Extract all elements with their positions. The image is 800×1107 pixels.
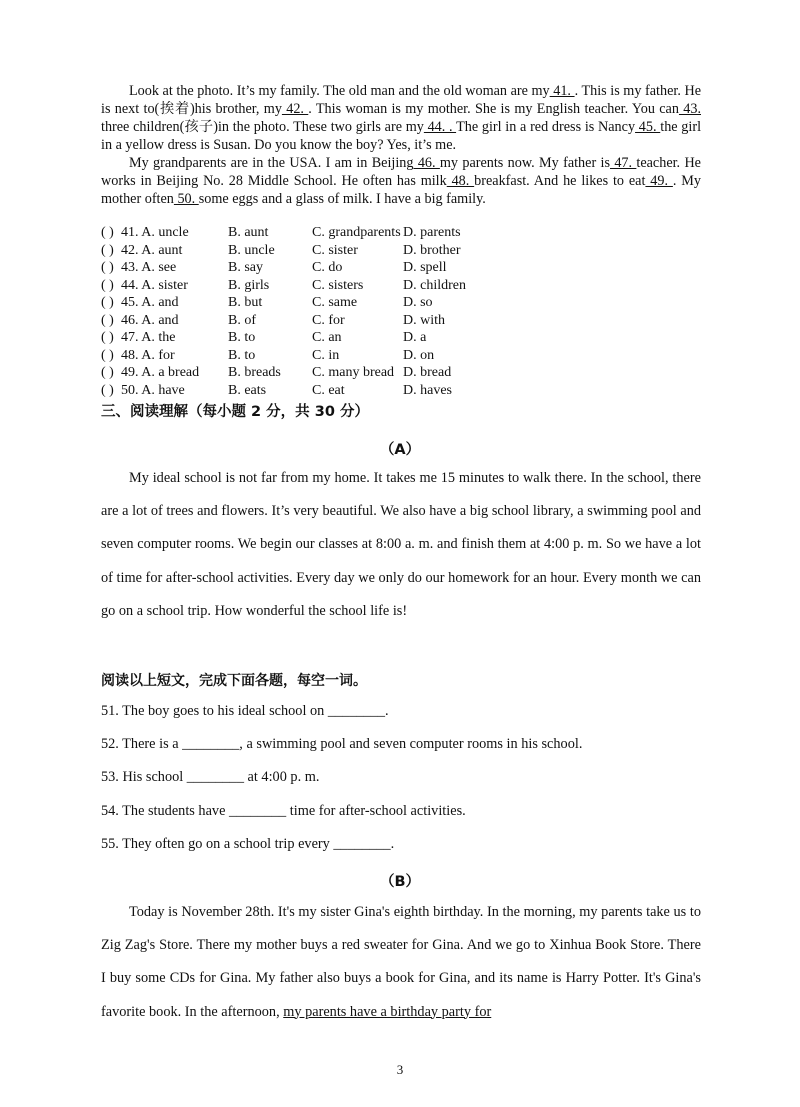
option-a: 49. A. a bread — [121, 365, 200, 380]
option-d: D. spell — [403, 260, 447, 275]
question-55: 55. They often go on a school trip every ________. — [101, 836, 395, 852]
question-52: 52. There is a ________, a swimming pool and seven computer rooms in his school. — [101, 736, 583, 752]
option-d: D. so — [403, 295, 433, 310]
cloze-text: . This is my father. He is next to(挨着)his brother, my — [101, 83, 701, 117]
page-number: 3 — [396, 1062, 404, 1077]
cloze-blank: 47. — [609, 155, 637, 171]
answer-bracket: ( ) — [101, 295, 114, 310]
cloze-text: Look at the photo. It’s my family. The old man and the old woman are my — [129, 83, 550, 99]
option-a: 43. A. see — [121, 260, 177, 275]
option-d: D. on — [403, 347, 435, 363]
option-a: 44. A. sister — [121, 277, 188, 293]
option-a: 45. A. and — [121, 295, 179, 310]
option-c: C. do — [312, 260, 343, 275]
option-c: C. grandparents — [312, 225, 401, 240]
cloze-text: . This woman is my mother. She is my English teacher. You can — [308, 101, 679, 117]
cloze-text: . My mother often — [101, 173, 701, 207]
question-51: 51. The boy goes to his ideal school on ________. — [101, 703, 389, 719]
cloze-blank: 49. — [645, 173, 673, 189]
cloze-blank: 43. — [678, 101, 701, 117]
option-a: 41. A. uncle — [121, 225, 189, 240]
cloze-blank: 50. — [173, 191, 199, 207]
answer-bracket: ( ) — [101, 277, 114, 293]
option-b: B. aunt — [228, 225, 269, 240]
cloze-passage — [101, 82, 701, 208]
cloze-blank: 42. — [281, 101, 309, 117]
option-c: C. an — [312, 330, 342, 345]
option-a: 47. A. the — [121, 330, 176, 345]
passage-b-body: Today is November 28th. It's my sister Gina's eighth birthday. In the morning, my parents take us to Zig Zag's Store. There my mother buys a red sweater for Gina. And we go to Xinhua Book Store. There I buy some CDs for Gina. My father also buys a book for Gina, and its name is Harry Potter. It's Gina's favorite book. In the afternoon, — [101, 904, 701, 1020]
option-c: C. many bread — [312, 365, 395, 380]
passage-b-text — [101, 896, 701, 1029]
cloze-text: My grandparents are in the USA. I am in Beijing — [129, 155, 414, 171]
cloze-text: my parents now. My father is — [439, 155, 610, 171]
cloze-text: teacher. He works in Beijing No. 28 Middle School. He often has milk — [101, 155, 701, 189]
answer-bracket: ( ) — [101, 365, 114, 380]
cloze-blank: 44. . — [423, 119, 457, 135]
cloze-blank: 48. — [446, 173, 475, 189]
passage-a — [101, 462, 701, 628]
option-c: C. sisters — [312, 277, 364, 293]
option-c: C. in — [312, 347, 340, 363]
option-b: B. eats — [228, 382, 267, 398]
cloze-text: breakfast. And he likes to eat — [474, 173, 646, 189]
passage-b-underlined: my parents have a birthday party for — [283, 1003, 492, 1020]
option-d: D. parents — [403, 225, 461, 240]
option-d: D. with — [403, 312, 445, 328]
option-d: D. brother — [403, 242, 461, 258]
option-b: B. say — [228, 260, 263, 275]
cloze-text: three children(孩子)in the photo. These two girls are my — [101, 119, 424, 135]
cloze-text: some eggs and a glass of milk. I have a big family. — [198, 191, 486, 207]
cloze-text: the girl in a yellow dress is Susan. Do you know the boy? Yes, it’s me. — [101, 119, 702, 153]
option-b: B. but — [228, 295, 263, 310]
cloze-blank: 45. — [635, 119, 661, 135]
option-c: C. sister — [312, 242, 358, 258]
option-b: B. to — [228, 347, 256, 363]
answer-bracket: ( ) — [101, 260, 114, 275]
answer-bracket: ( ) — [101, 225, 114, 240]
cloze-paragraph-1 — [101, 82, 701, 154]
option-b: B. of — [228, 312, 256, 328]
option-a: 48. A. for — [121, 347, 175, 363]
option-c: C. same — [312, 295, 358, 310]
cloze-paragraph-2 — [101, 154, 701, 208]
option-a: 46. A. and — [121, 312, 179, 328]
option-d: D. haves — [403, 382, 452, 398]
cloze-blank: 41. — [549, 83, 575, 99]
option-a: 42. A. aunt — [121, 242, 183, 258]
option-c: C. eat — [312, 382, 345, 398]
question-53: 53. His school ________ at 4:00 p. m. — [101, 769, 320, 785]
question-54: 54. The students have ________ time for after-school activities. — [101, 803, 466, 819]
option-d: D. a — [403, 330, 427, 345]
answer-bracket: ( ) — [101, 242, 114, 258]
answer-bracket: ( ) — [101, 347, 114, 363]
passage-a-text: My ideal school is not far from my home. It takes me 15 minutes to walk there. In the school, there are a lot of trees and flowers. It’s very beautiful. We also have a big school library, a swimming pool and seven computer rooms. We begin our classes at 8:00 a. m. and finish them at 4:00 p. m. So we have a lot of time for after-school activities. Every day we only do our homework for an hour. Every month we can go on a school trip. How wonderful the school life is! — [101, 470, 701, 619]
option-b: B. girls — [228, 277, 270, 293]
answer-bracket: ( ) — [101, 330, 114, 345]
answer-bracket: ( ) — [101, 382, 114, 398]
option-d: D. bread — [403, 365, 452, 380]
cloze-blank: 46. — [413, 155, 440, 171]
reading-instruction: 阅读以上短文，完成下面各题，每空一词。 — [101, 673, 367, 689]
option-d: D. children — [403, 277, 466, 293]
passage-b — [101, 896, 701, 1029]
cloze-text: The girl in a red dress is Nancy — [456, 119, 636, 135]
section-heading: 三、阅读理解（每小题 2 分，共 30 分） — [101, 404, 369, 420]
option-b: B. uncle — [228, 242, 275, 258]
option-a: 50. A. have — [121, 382, 185, 398]
passage-b-heading: （B） — [379, 874, 421, 890]
answer-bracket: ( ) — [101, 312, 114, 328]
passage-a-heading: （A） — [379, 442, 421, 458]
option-c: C. for — [312, 312, 345, 328]
option-b: B. breads — [228, 365, 281, 380]
option-b: B. to — [228, 330, 256, 345]
